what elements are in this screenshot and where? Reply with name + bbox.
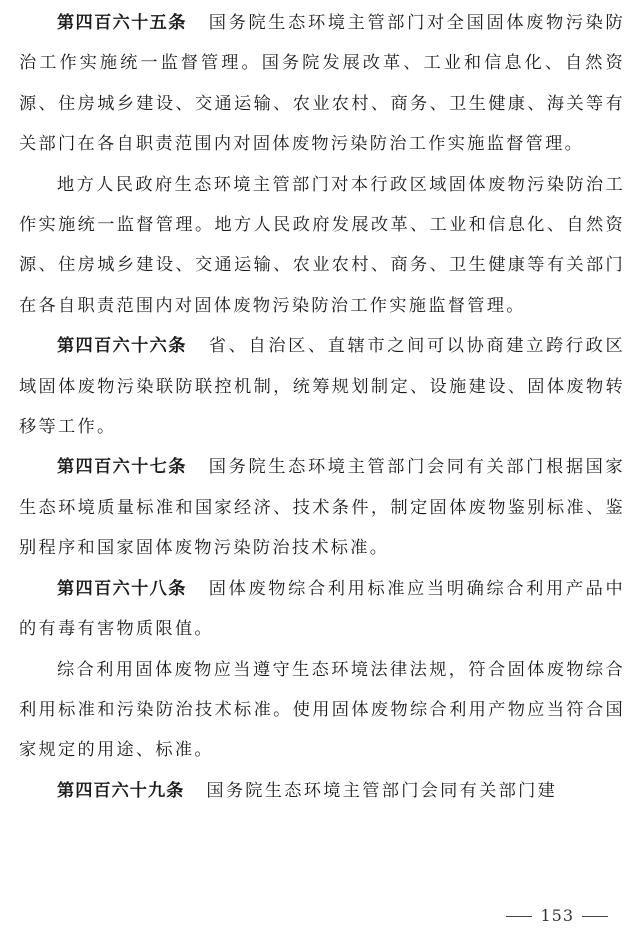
article-469-paragraph-1 xyxy=(19,771,625,811)
document-body xyxy=(19,3,625,811)
article-text: 地方人民政府生态环境主管部门对本行政区域固体废物污染防治工作实施统一监督管理。地方人民政府发展改革、工业和信息化、自然资源、住房城乡建设、交通运输、农业农村、商务、卫生健康等有关部门在各自职责范围内对固体废物污染防治工作实施监督管理。 xyxy=(19,174,625,316)
article-text: 国务院生态环境主管部门对全国固体废物污染防治工作实施统一监督管理。国务院发展改革、工业和信息化、自然资源、住房城乡建设、交通运输、农业农村、商务、卫生健康、海关等有关部门在各自职责范围内对固体废物污染防治工作实施监督管理。 xyxy=(19,13,625,155)
article-468-paragraph-2 xyxy=(19,650,625,771)
article-468-paragraph-1 xyxy=(19,569,625,650)
article-number: 第四百六十七条 xyxy=(57,457,187,478)
article-number: 第四百六十八条 xyxy=(57,578,187,599)
article-number: 第四百六十五条 xyxy=(57,13,187,33)
article-number: 第四百六十六条 xyxy=(57,336,187,357)
article-text: 国务院生态环境主管部门会同有关部门根据国家生态环境质量标准和国家经济、技术条件，制定固体废物鉴别标准、鉴别程序和国家固体废物污染防治技术标准。 xyxy=(19,457,625,559)
article-text: 综合利用固体废物应当遵守生态环境法律法规，符合固体废物综合利用标准和污染防治技术标准。使用固体废物综合利用产物应当符合国家规定的用途、标准。 xyxy=(19,659,625,761)
article-text: 省、自治区、直辖市之间可以协商建立跨行政区域固体废物污染联防联控机制，统筹规划制定、设施建设、固体废物转移等工作。 xyxy=(19,336,625,438)
article-467-paragraph-1 xyxy=(19,447,625,568)
page-footer xyxy=(498,906,616,925)
article-text: 国务院生态环境主管部门会同有关部门建 xyxy=(206,780,558,801)
article-466-paragraph-1 xyxy=(19,326,625,447)
article-text: 固体废物综合利用标准应当明确综合利用产品中的有毒有害物质限值。 xyxy=(19,578,625,640)
footer-dash-left xyxy=(506,916,532,917)
article-number: 第四百六十九条 xyxy=(57,780,185,801)
footer-dash-right xyxy=(582,916,608,917)
article-465-paragraph-1 xyxy=(19,3,625,165)
article-465-paragraph-2 xyxy=(19,165,625,327)
page-number: 153 xyxy=(540,906,574,925)
